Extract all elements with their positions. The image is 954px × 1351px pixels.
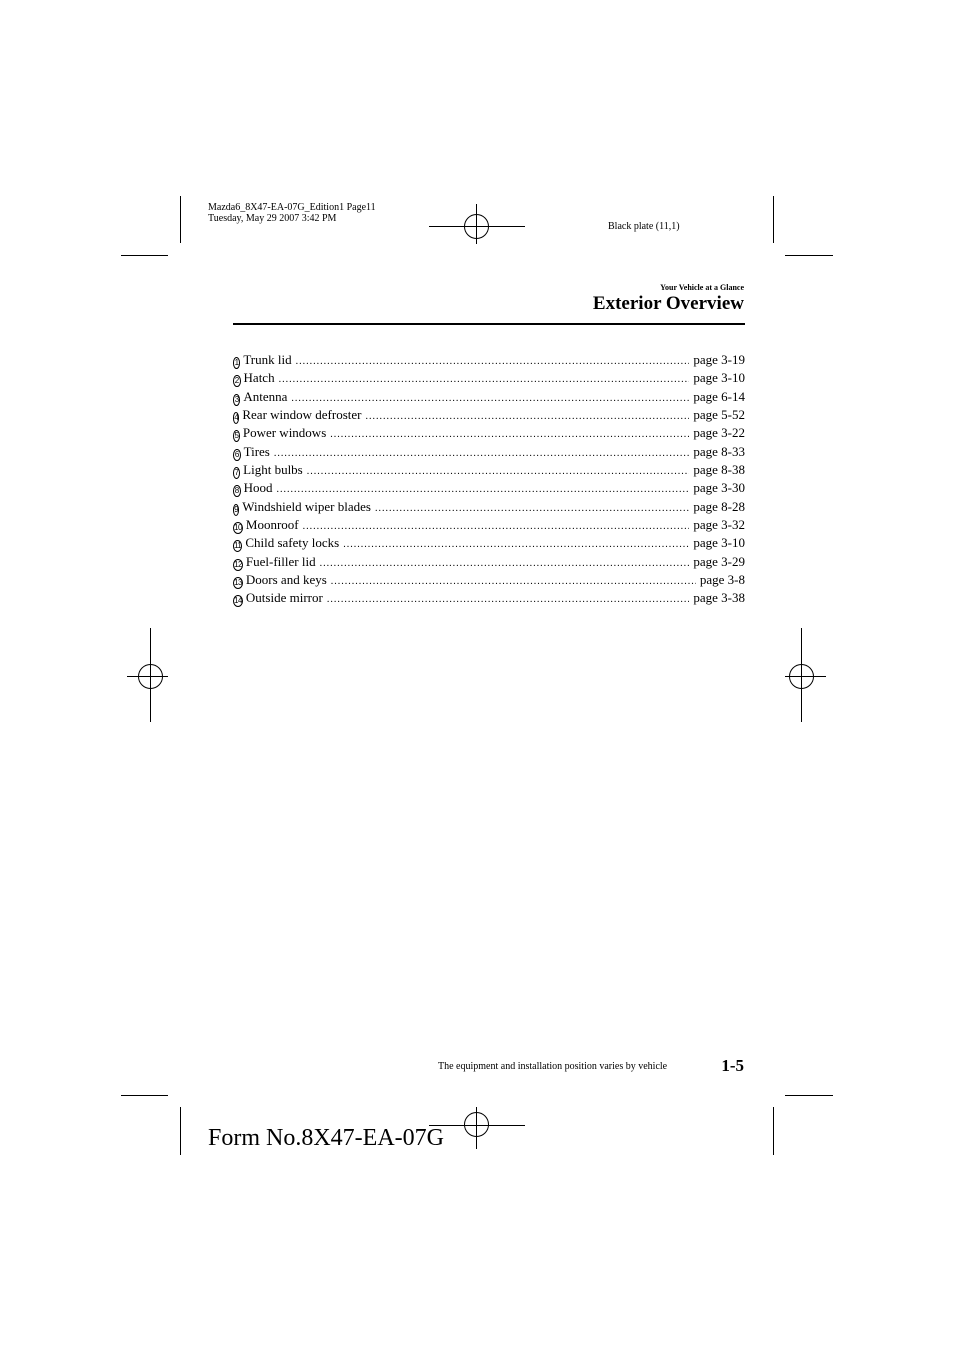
registration-circle bbox=[138, 664, 163, 689]
crop-mark bbox=[773, 196, 774, 243]
item-label: Hatch bbox=[243, 370, 275, 386]
list-item bbox=[233, 479, 745, 497]
dot-leader bbox=[330, 426, 689, 444]
item-number-badge: 9 bbox=[234, 504, 239, 514]
slug-line-2: Tuesday, May 29 2007 3:42 PM bbox=[208, 213, 337, 224]
list-item bbox=[233, 516, 745, 534]
list-item bbox=[233, 424, 745, 442]
dot-leader bbox=[327, 591, 690, 609]
item-label: Moonroof bbox=[245, 517, 299, 533]
item-page-reference: page 3-32 bbox=[693, 517, 745, 533]
item-number-badge: 2 bbox=[234, 376, 239, 386]
dot-leader bbox=[331, 573, 696, 591]
slug-line-1: Mazda6_8X47-EA-07G_Edition1 Page11 bbox=[208, 202, 376, 213]
plate-label: Black plate (11,1) bbox=[608, 221, 680, 232]
item-label: Windshield wiper blades bbox=[242, 498, 371, 514]
item-number-badge: 6 bbox=[234, 449, 239, 459]
item-page-reference: page 3-38 bbox=[693, 590, 745, 606]
section-label: Your Vehicle at a Glance bbox=[660, 283, 744, 292]
item-label: Child safety locks bbox=[245, 535, 340, 551]
dot-leader bbox=[291, 390, 689, 408]
item-page-reference: page 8-33 bbox=[693, 443, 745, 459]
item-number-badge: 14 bbox=[234, 596, 242, 606]
item-number-badge: 5 bbox=[234, 431, 239, 441]
list-item bbox=[233, 461, 745, 479]
item-label: Tires bbox=[243, 443, 270, 459]
registration-circle bbox=[789, 664, 814, 689]
print-slug bbox=[208, 202, 376, 224]
list-item bbox=[233, 498, 745, 516]
dot-leader bbox=[296, 353, 690, 371]
item-label: Hood bbox=[243, 480, 273, 496]
dot-leader bbox=[343, 536, 689, 554]
item-label: Doors and keys bbox=[245, 572, 327, 588]
item-label: Trunk lid bbox=[243, 352, 292, 367]
item-label: Power windows bbox=[242, 425, 327, 441]
item-label: Antenna bbox=[243, 388, 288, 404]
list-item bbox=[233, 406, 745, 424]
list-item bbox=[233, 443, 745, 461]
item-number-badge: 11 bbox=[234, 541, 242, 551]
item-page-reference: page 6-14 bbox=[693, 388, 745, 404]
item-page-reference: page 3-19 bbox=[693, 352, 745, 367]
list-item bbox=[233, 369, 745, 387]
registration-circle bbox=[464, 1112, 489, 1137]
dot-leader bbox=[279, 371, 690, 389]
item-page-reference: page 3-29 bbox=[693, 553, 745, 569]
title-rule bbox=[233, 323, 745, 325]
dot-leader bbox=[276, 481, 689, 499]
crop-mark bbox=[785, 255, 833, 256]
dot-leader bbox=[274, 445, 690, 463]
list-item bbox=[233, 553, 745, 571]
item-number-badge: 12 bbox=[234, 559, 242, 569]
dot-leader bbox=[320, 555, 690, 573]
page-number: 1-5 bbox=[721, 1056, 744, 1075]
list-item bbox=[233, 571, 745, 589]
item-page-reference: page 3-22 bbox=[693, 425, 745, 441]
list-item bbox=[233, 351, 745, 369]
footer-note: The equipment and installation position varies by vehicle bbox=[438, 1061, 668, 1072]
item-label: Rear window defroster bbox=[242, 407, 362, 423]
item-page-reference: page 3-8 bbox=[699, 572, 745, 588]
item-number-badge: 7 bbox=[234, 468, 239, 478]
item-page-reference: page 5-52 bbox=[693, 407, 745, 423]
item-label: Light bulbs bbox=[243, 462, 303, 478]
item-number-badge: 10 bbox=[234, 523, 242, 533]
item-page-reference: page 8-28 bbox=[693, 498, 745, 514]
list-item bbox=[233, 388, 745, 406]
item-number-badge: 13 bbox=[234, 578, 242, 588]
list-item bbox=[233, 589, 745, 607]
item-page-reference: page 3-10 bbox=[693, 535, 745, 551]
dot-leader bbox=[307, 463, 690, 481]
registration-circle bbox=[464, 214, 489, 239]
dot-leader bbox=[375, 500, 689, 518]
reference-list bbox=[233, 351, 745, 608]
crop-mark bbox=[180, 1107, 181, 1155]
item-number-badge: 8 bbox=[234, 486, 239, 496]
dot-leader bbox=[303, 518, 690, 536]
form-number: Form No.8X47-EA-07G bbox=[208, 1125, 444, 1151]
crop-mark bbox=[121, 255, 168, 256]
crop-mark bbox=[785, 1095, 833, 1096]
item-page-reference: page 3-10 bbox=[693, 370, 745, 386]
crop-mark bbox=[121, 1095, 168, 1096]
list-item bbox=[233, 534, 745, 552]
item-label: Fuel-filler lid bbox=[245, 553, 316, 569]
item-label: Outside mirror bbox=[245, 590, 323, 606]
crop-mark bbox=[773, 1107, 774, 1155]
dot-leader bbox=[366, 408, 690, 426]
page-title: Exterior Overview bbox=[592, 293, 744, 314]
crop-mark bbox=[180, 196, 181, 243]
item-page-reference: page 8-38 bbox=[693, 462, 745, 478]
item-number-badge: 1 bbox=[234, 358, 239, 367]
item-number-badge: 3 bbox=[234, 394, 239, 404]
item-page-reference: page 3-30 bbox=[693, 480, 745, 496]
item-number-badge: 4 bbox=[234, 413, 239, 423]
